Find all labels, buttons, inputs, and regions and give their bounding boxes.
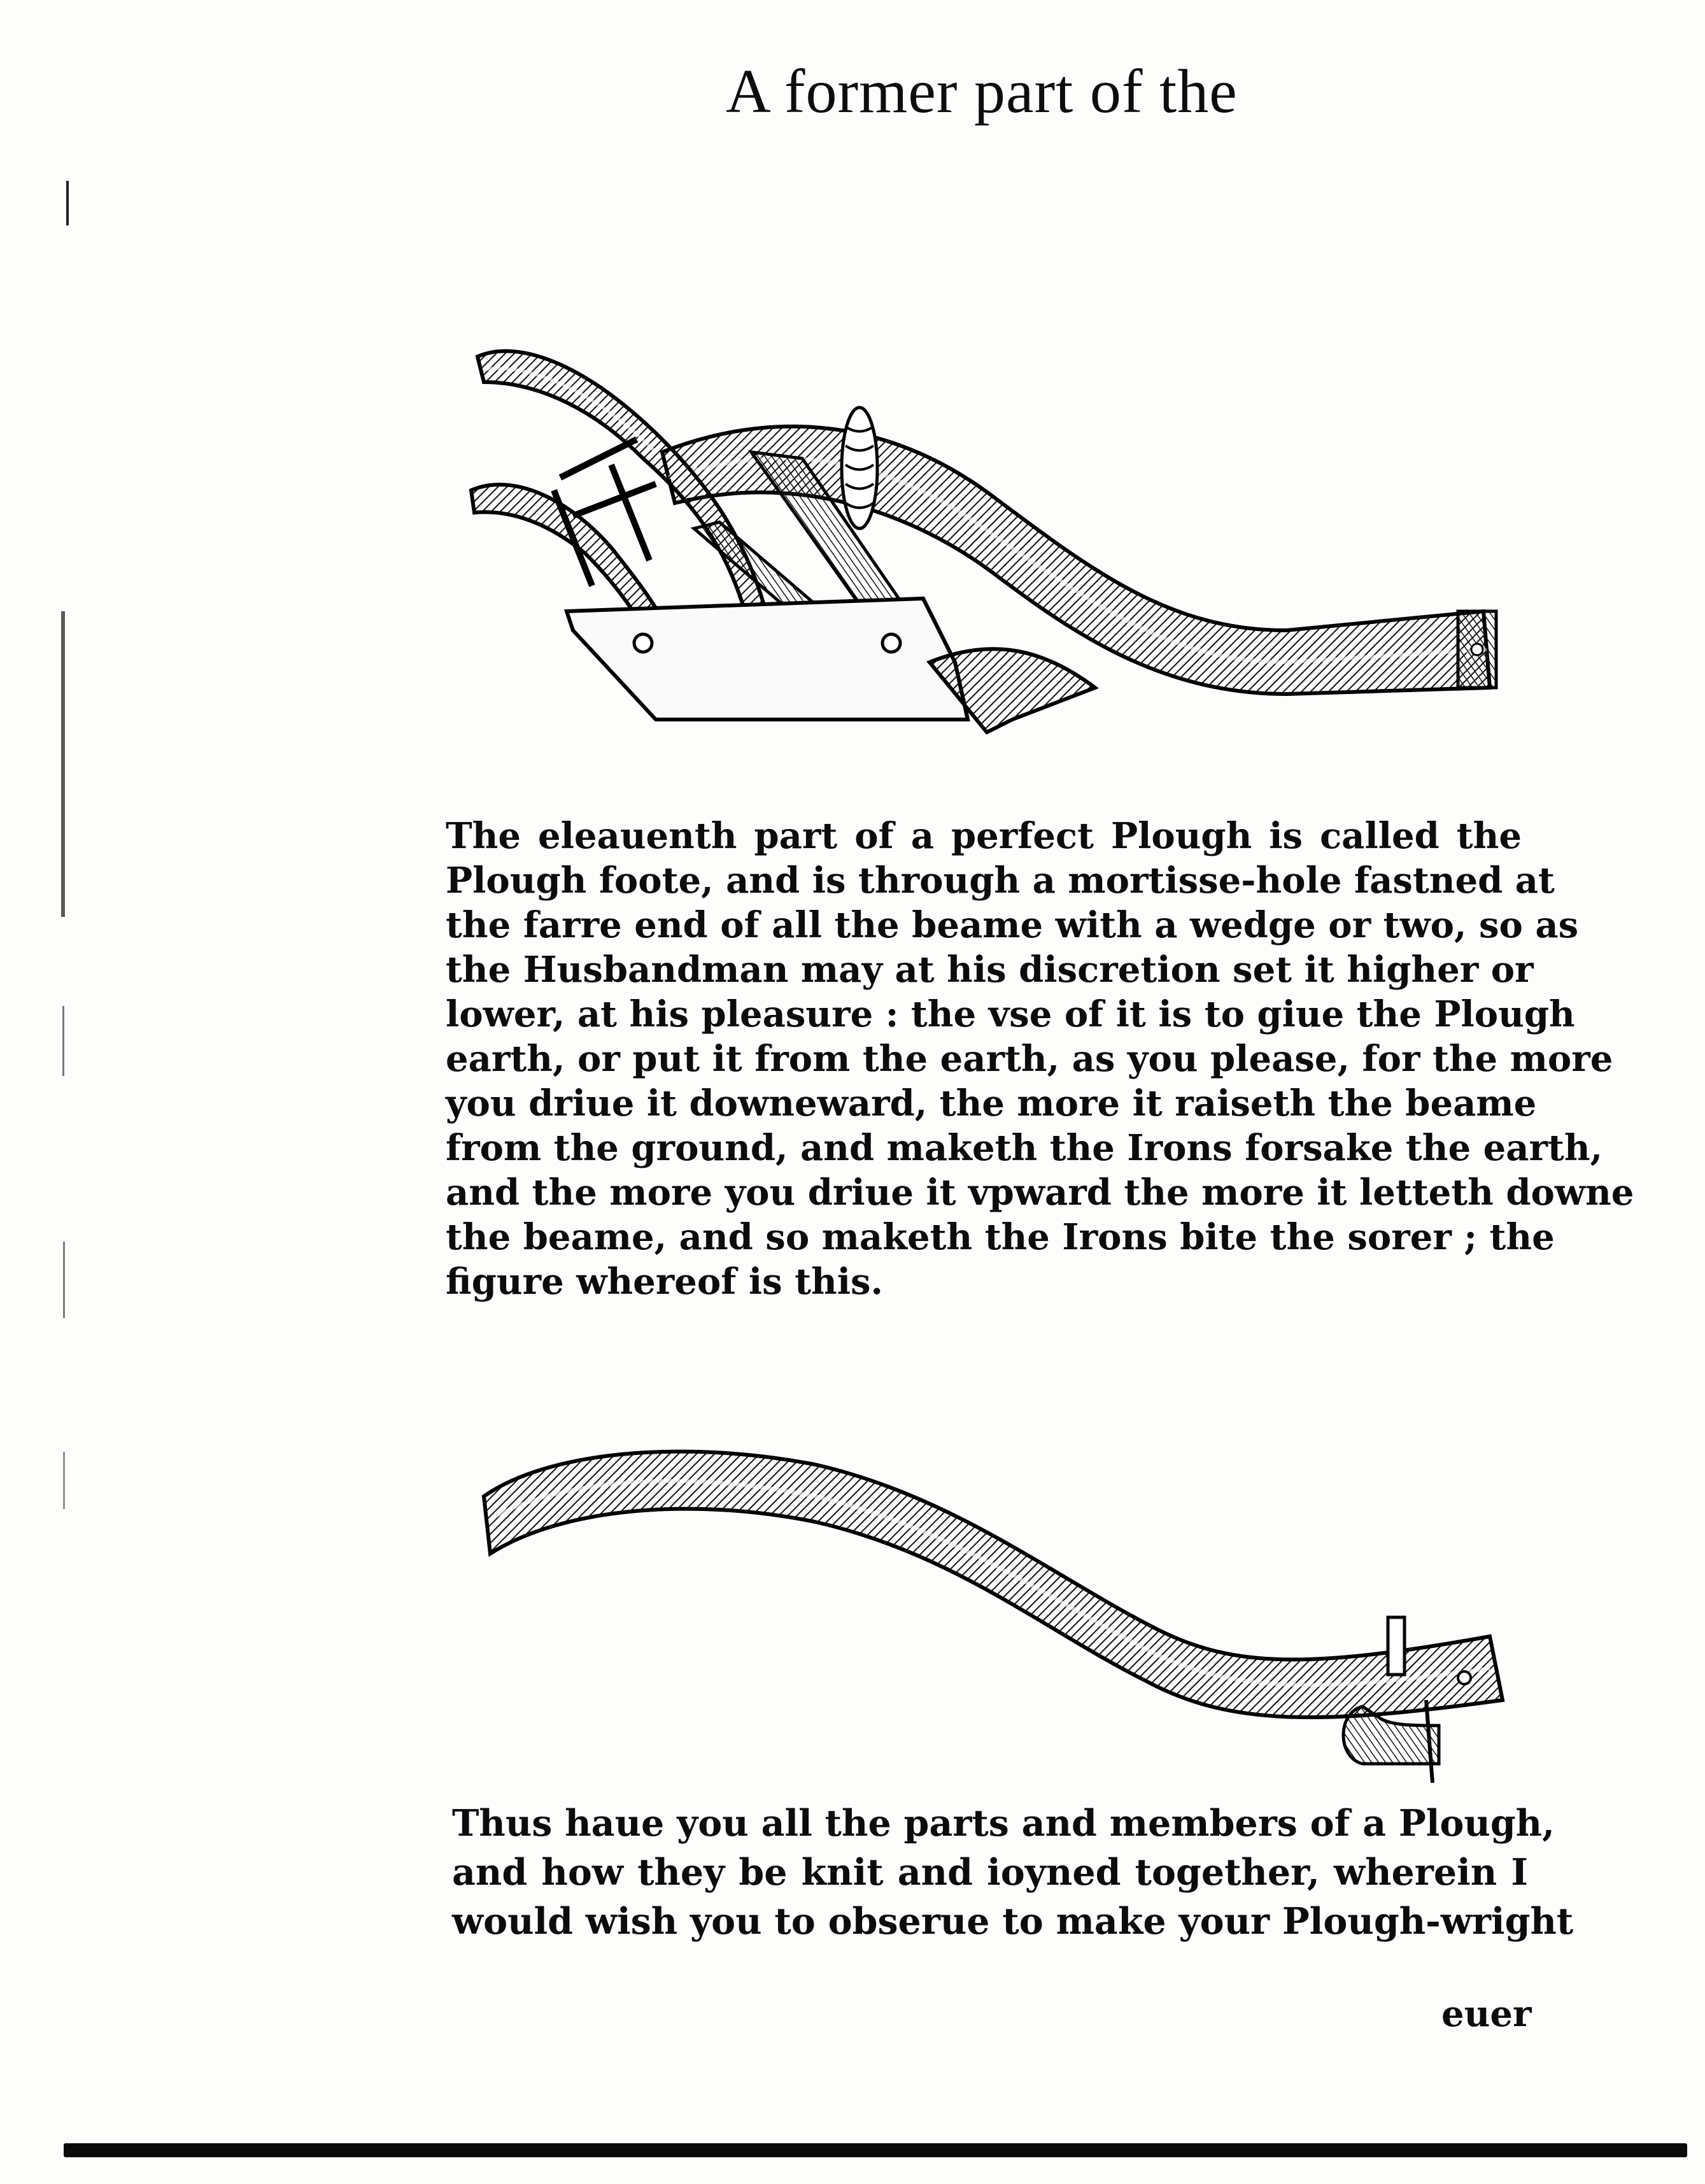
paragraph-summary [452,1799,1574,1946]
text-line: figure whereof is this. [446,1261,884,1303]
catchword: euer [1441,1993,1532,2035]
text-line: Plough foote, and is through a mortisse-hole fastned at [446,860,1555,902]
text-line: the Husbandman may at his discretion set it higher or [446,949,1534,991]
gutter-mark [63,1242,65,1318]
running-head: A former part of the [726,57,1238,126]
text-line: from the ground, and maketh the Irons forsake the earth, [446,1127,1603,1169]
text-line: Thus haue you all the parts and members of a Plough, [452,1802,1555,1845]
text-line: lower, at his pleasure : the vse of it is to giue the Plough [446,993,1575,1035]
gutter-mark [66,181,69,225]
rope-binding [842,408,877,528]
bottom-rule [64,2143,1687,2157]
text-line: and how they be knit and ioyned together, wherein I [452,1851,1528,1894]
gutter-mark [63,1452,65,1509]
text-line: the farre end of all the beame with a wedge or two, so as [446,904,1579,946]
gutter-mark [61,611,65,917]
plough-foot-woodcut [471,1426,1528,1783]
plough-woodcut [446,331,1528,777]
paragraph-plough-foot [446,814,1634,1304]
gutter-mark [62,1006,64,1076]
text-line: The eleauenth part of a perfect Plough is called the [446,815,1522,857]
text-line: would wish you to obserue to make your Plough-wright [452,1900,1574,1943]
text-line: and the more you driue it vpward the more it letteth downe [446,1172,1634,1214]
text-line: you driue it downeward, the more it raiseth the beame [446,1082,1537,1124]
text-line: the beame, and so maketh the Irons bite the sorer ; the [446,1216,1555,1258]
text-line: earth, or put it from the earth, as you please, for the more [446,1038,1613,1080]
